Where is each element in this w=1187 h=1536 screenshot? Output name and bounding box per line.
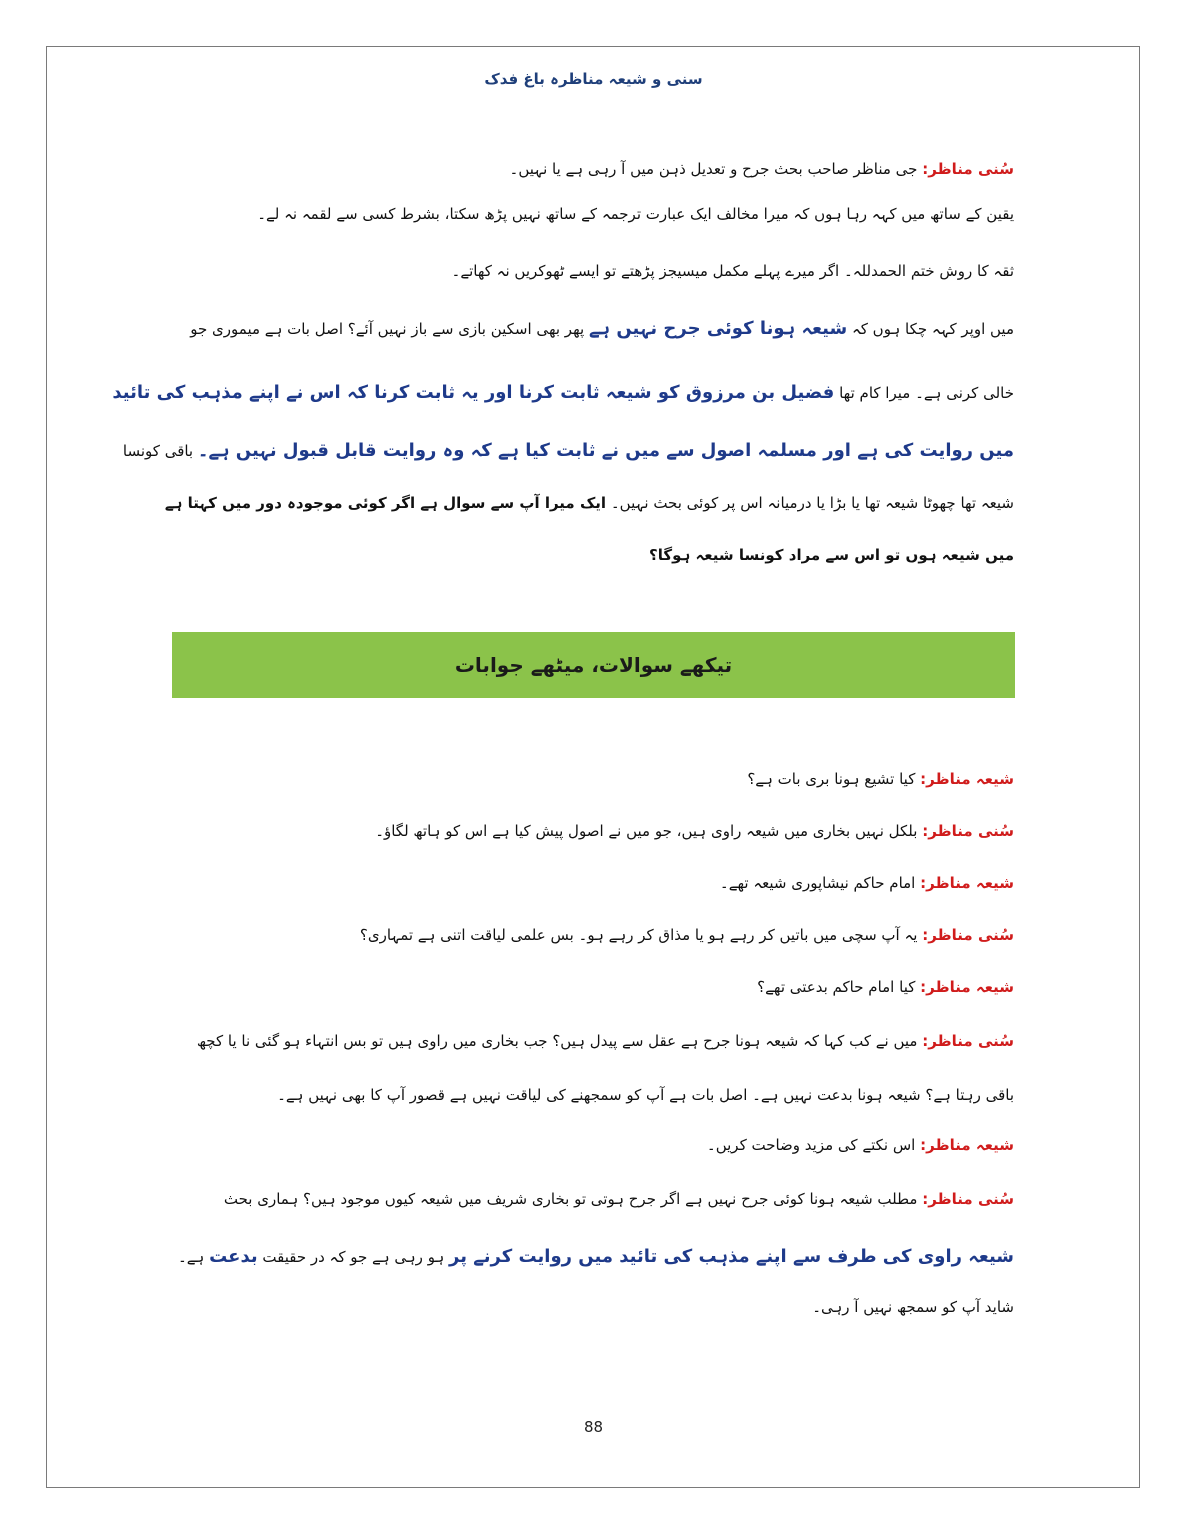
line-text: میں اوپر کہہ چکا ہوں کہ bbox=[851, 320, 1014, 338]
sunni-speaker-label: سُنی مناظر: bbox=[922, 1032, 1014, 1050]
dialog-text: یہ آپ سچی میں باتیں کر رہے ہو یا مذاق کر رہے ہو۔ بس علمی لیاقت اتنی ہے تمہاری؟ bbox=[359, 926, 918, 944]
line-text: باقی کونسا bbox=[122, 442, 194, 460]
dialog-line bbox=[172, 978, 1014, 996]
dialog-text: بلکل نہیں بخاری میں شیعہ راوی ہیں، جو میں نے اصول پیش کیا ہے اس کو ہاتھ لگاؤ۔ bbox=[375, 822, 918, 840]
line-7 bbox=[164, 494, 1014, 512]
line-2: یقین کے ساتھ میں کہہ رہا ہوں کہ میرا مخالف ایک عبارت ترجمہ کے ساتھ نہیں پڑھ سکتا، بشرط کسی سے لقمہ نہ لے۔ bbox=[257, 205, 1014, 223]
sunni-speaker-label: سُنی مناظر: bbox=[922, 1190, 1014, 1208]
dialog-text: اس نکتے کی مزید وضاحت کریں۔ bbox=[706, 1136, 916, 1154]
section-banner bbox=[172, 632, 1015, 698]
line-4 bbox=[172, 318, 1014, 339]
line-text: جی مناظر صاحب بحث جرح و تعدیل ذہن میں آ رہی ہے یا نہیں۔ bbox=[509, 160, 918, 178]
shia-speaker-label: شیعہ مناظر: bbox=[920, 978, 1014, 996]
dialog-line bbox=[172, 926, 1014, 944]
highlight-text: میں روایت کی ہے اور مسلمہ اصول سے میں نے ثابت کیا ہے کہ وہ روایت قابل قبول نہیں ہے۔ bbox=[197, 440, 1014, 461]
shia-speaker-label: شیعہ مناظر: bbox=[920, 770, 1014, 788]
dialog-line bbox=[172, 1246, 1014, 1267]
dialog-line bbox=[172, 1136, 1014, 1154]
line-6 bbox=[122, 440, 1014, 461]
shia-speaker-label: شیعہ مناظر: bbox=[920, 1136, 1014, 1154]
sunni-speaker-label: سُنی مناظر: bbox=[922, 926, 1014, 944]
bold-text: میں شیعہ ہوں تو اس سے مراد کونسا شیعہ ہوگا؟ bbox=[649, 546, 1014, 564]
sunni-speaker-label: سُنی مناظر: bbox=[922, 822, 1014, 840]
dialog-line bbox=[172, 822, 1014, 840]
dialog-text: امام حاکم نیشاپوری شیعہ تھے۔ bbox=[719, 874, 916, 892]
dialog-line bbox=[172, 1032, 1014, 1050]
highlight-text: بدعت bbox=[209, 1246, 258, 1267]
line-3: ثقہ کا روش ختم الحمدللہ۔ اگر میرے پہلے مکمل میسیجز پڑھتے تو ایسے ٹھوکریں نہ کھاتے۔ bbox=[451, 262, 1014, 280]
dialog-text: کیا تشیع ہونا بری بات ہے؟ bbox=[747, 770, 916, 788]
dialog-text: مطلب شیعہ ہونا کوئی جرح نہیں ہے اگر جرح ہوتی تو بخاری شریف میں شیعہ کیوں موجود ہیں؟ ہماری بحث bbox=[223, 1190, 918, 1208]
bold-text: ایک میرا آپ سے سوال ہے اگر کوئی موجودہ دور میں کہتا ہے bbox=[164, 494, 607, 512]
shia-speaker-label: شیعہ مناظر: bbox=[920, 874, 1014, 892]
highlight-text: فضیل بن مرزوق کو شیعہ ثابت کرنا اور یہ ثابت کرنا کہ اس نے اپنے مذہب کی تائید bbox=[112, 382, 835, 403]
dialog-text: ہو رہی ہے جو کہ در حقیقت bbox=[262, 1248, 445, 1266]
dialog-line bbox=[172, 874, 1014, 892]
dialog-text: ہے۔ bbox=[177, 1248, 205, 1266]
dialog-line bbox=[172, 770, 1014, 788]
line-1 bbox=[172, 160, 1014, 178]
speaker-label: سُنی مناظر: bbox=[922, 160, 1014, 178]
line-text: خالی کرنی ہے۔ میرا کام تھا bbox=[839, 384, 1014, 402]
banner-title: تیکھے سوالات، میٹھے جوابات bbox=[454, 653, 733, 677]
page-number: 88 bbox=[583, 1418, 604, 1436]
dialog-text: میں نے کب کہا کہ شیعہ ہونا جرح ہے عقل سے پیدل ہیں؟ جب بخاری میں راوی ہیں تو بس انتہاء ہو گئی نا یا کچھ bbox=[196, 1032, 918, 1050]
line-text: شیعہ تھا چھوٹا شیعہ تھا یا بڑا یا درمیانہ اس پر کوئی بحث نہیں۔ bbox=[610, 494, 1014, 512]
line-text: پھر بھی اسکین بازی سے باز نہیں آئے؟ اصل بات ہے میموری جو bbox=[190, 320, 585, 338]
dialog-line: شاید آپ کو سمجھ نہیں آ رہی۔ bbox=[812, 1298, 1014, 1316]
highlight-text: شیعہ راوی کی طرف سے اپنے مذہب کی تائید میں روایت کرنے پر bbox=[449, 1246, 1014, 1267]
dialog-line: باقی رہتا ہے؟ شیعہ ہونا بدعت نہیں ہے۔ اصل بات ہے آپ کو سمجھنے کی لیاقت نہیں ہے قصور آپ کا بھی نہیں ہے۔ bbox=[277, 1086, 1014, 1104]
dialog-line bbox=[172, 1190, 1014, 1208]
page-header: سنی و شیعہ مناظرہ باغ فدک bbox=[484, 70, 703, 88]
highlight-text: شیعہ ہونا کوئی جرح نہیں ہے bbox=[588, 318, 848, 339]
dialog-text: کیا امام حاکم بدعتی تھے؟ bbox=[757, 978, 916, 996]
line-8 bbox=[172, 546, 1014, 564]
line-5 bbox=[112, 382, 1014, 403]
